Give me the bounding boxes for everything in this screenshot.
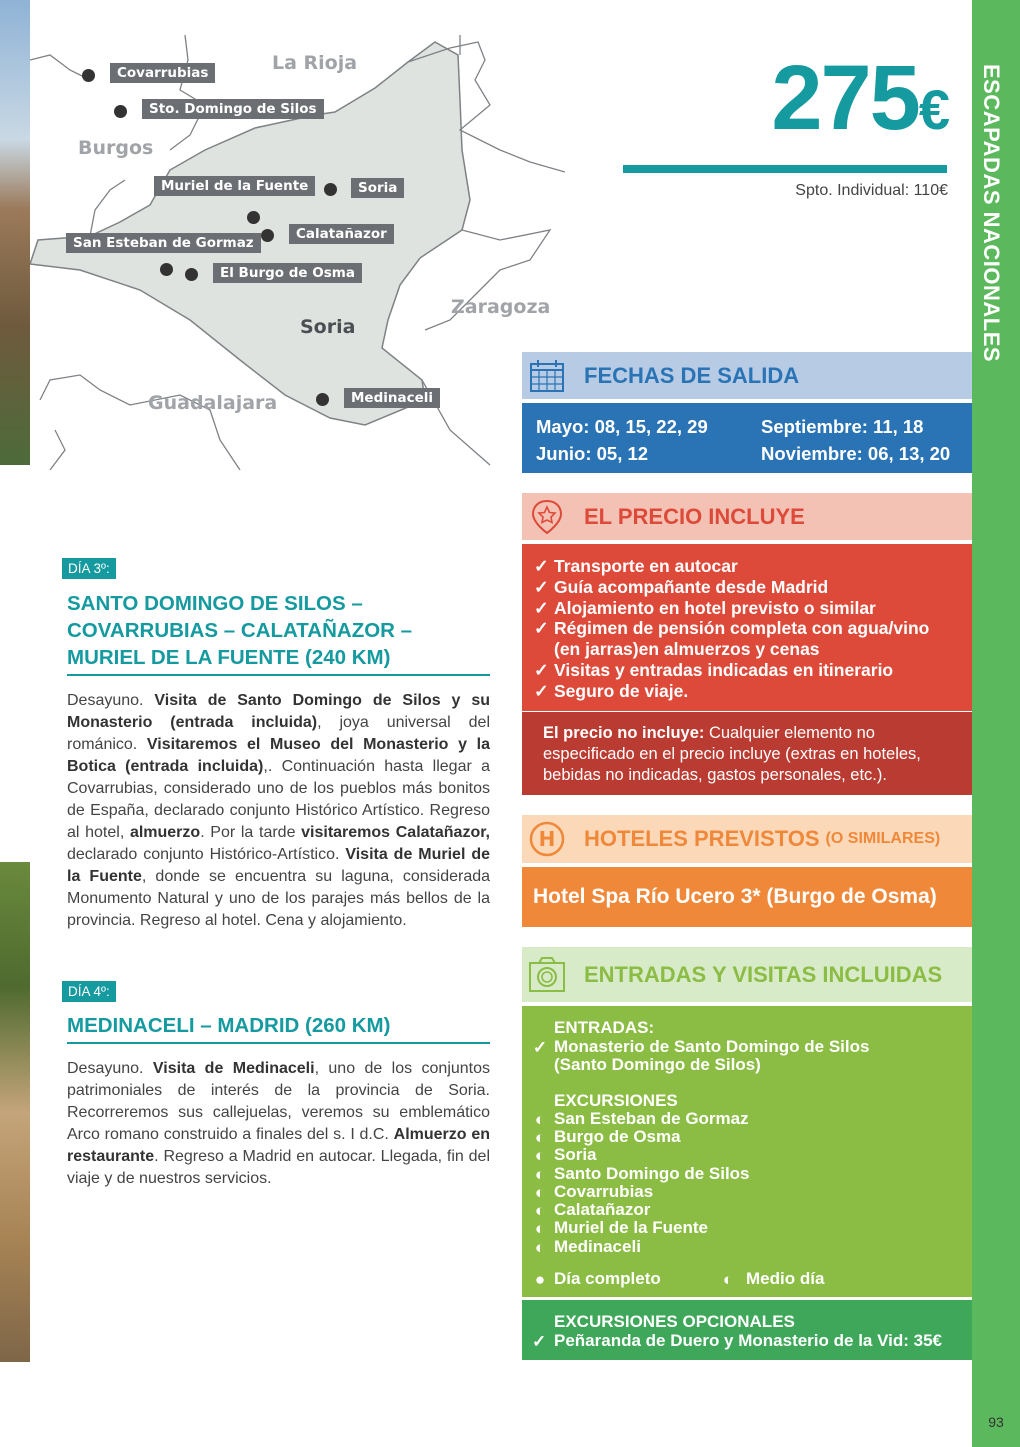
photo-strip-bottom <box>0 862 30 1362</box>
excursion-item: San Esteban de Gormaz <box>554 1109 749 1128</box>
region-la-rioja: La Rioja <box>272 52 358 74</box>
legend-full-day: Día completo <box>554 1269 661 1288</box>
day-4-title: MEDINACELI – MADRID (260 KM) <box>67 1012 490 1044</box>
hotel-icon <box>528 820 566 858</box>
check-icon: ✓ <box>532 1038 548 1057</box>
day-4-description <box>67 1058 490 1190</box>
text-segment: Desayuno. <box>67 1060 153 1077</box>
half-day-icon: ◐ <box>534 1238 546 1257</box>
region-zaragoza: Zaragoza <box>451 296 551 318</box>
half-day-icon: ◐ <box>722 1270 734 1289</box>
excursion-item: Santo Domingo de Silos <box>554 1164 750 1183</box>
no-incluye-label: El precio no incluye: <box>543 724 705 742</box>
half-day-icon: ◐ <box>534 1128 546 1147</box>
incluye-item: ✓ Transporte en autocar <box>534 556 972 577</box>
opcionales-body <box>522 1300 972 1360</box>
text-highlight: Visita de Santo Domingo de Silos y su Monasterio (entrada incluida) <box>67 692 490 731</box>
text-highlight: Visitaremos el Museo del Monasterio y la Botica (entrada incluida) <box>67 736 491 775</box>
excursion-item: Burgo de Osma <box>554 1127 681 1146</box>
day-3-description <box>67 690 490 932</box>
map-dot-burgo-de-osma <box>185 268 198 281</box>
region-guadalajara: Guadalajara <box>148 392 278 414</box>
half-day-icon: ◐ <box>534 1183 546 1202</box>
entradas-label: ENTRADAS: <box>554 1018 655 1037</box>
day-3-title: SANTO DOMINGO DE SILOS – COVARRUBIAS – CALATAÑAZOR – MURIEL DE LA FUENTE (240 KM) <box>67 590 490 676</box>
map-dot-muriel <box>247 211 260 224</box>
fechas-body <box>522 403 972 473</box>
incluye-title: EL PRECIO INCLUYE <box>584 503 805 529</box>
opcional-item: Peñaranda de Duero y Monasterio de la Vid: 35€ <box>554 1331 942 1350</box>
no-incluye-text: Cualquier elemento no especificado en el precio incluye (extras en hoteles, bebidas no indicadas, gastos personales, etc.). <box>543 724 921 784</box>
map-label-muriel: Muriel de la Fuente <box>154 176 315 196</box>
entrada-item: Monasterio de Santo Domingo de Silos <box>554 1037 870 1056</box>
half-day-icon: ◐ <box>534 1110 546 1129</box>
text-segment: Desayuno. <box>67 692 155 709</box>
text-highlight: almuerzo <box>129 824 201 841</box>
half-day-icon: ◐ <box>534 1201 546 1220</box>
hoteles-title: HOTELES PREVISTOS <box>584 826 820 851</box>
map-label-medinaceli: Medinaceli <box>344 388 440 408</box>
text-segment: , joya universal del románico. <box>67 714 490 753</box>
text-segment: , donde se encuentra su laguna, considerada Monumento Natural y uno de los parajes más bellos de la provincia. Regreso al hotel. Cena y alojamiento. <box>67 868 491 929</box>
hoteles-header <box>522 815 972 863</box>
full-day-icon: ● <box>534 1270 546 1289</box>
page-number: 93 <box>988 1414 1004 1430</box>
star-badge-icon <box>528 498 566 536</box>
incluye-item: ✓ Alojamiento en hotel previsto o similar <box>534 598 972 619</box>
map-dot-soria <box>324 183 337 196</box>
opcionales-label: EXCURSIONES OPCIONALES <box>554 1312 795 1331</box>
supplement-text: Spto. Individual: 110€ <box>795 182 948 199</box>
fechas-header <box>522 352 972 399</box>
map-label-covarrubias: Covarrubias <box>110 63 215 83</box>
price-amount: 275 <box>771 47 919 149</box>
entradas-header <box>522 947 972 1002</box>
calendar-icon <box>528 357 566 395</box>
day-3-tag: DÍA 3º: <box>62 558 116 579</box>
region-soria: Soria <box>300 316 356 338</box>
map-dot-covarrubias <box>82 69 95 82</box>
incluye-item-continued: (en jarras)en almuerzos y cenas <box>554 639 820 660</box>
map-label-burgo-de-osma: El Burgo de Osma <box>213 263 362 283</box>
entradas-title: ENTRADAS Y VISITAS INCLUIDAS <box>584 961 943 987</box>
region-burgos: Burgos <box>78 137 154 159</box>
price-rule <box>623 165 947 173</box>
hotel-name: Hotel Spa Río Ucero 3* (Burgo de Osma) <box>522 867 972 927</box>
map-label-silos: Sto. Domingo de Silos <box>142 99 324 119</box>
excursion-item: Covarrubias <box>554 1182 654 1201</box>
camera-icon <box>528 956 566 994</box>
map-dot-silos <box>114 105 127 118</box>
text-highlight: Visita de Medinaceli <box>152 1060 315 1077</box>
excursion-item: Medinaceli <box>554 1237 641 1256</box>
legend-half-day: Medio día <box>746 1269 825 1288</box>
half-day-icon: ◐ <box>534 1146 546 1165</box>
excursion-item: Calatañazor <box>554 1200 651 1219</box>
text-segment: . Por la tarde <box>200 824 302 841</box>
fecha-line: Noviembre: 06, 13, 20 <box>761 443 951 464</box>
map-label-san-esteban: San Esteban de Gormaz <box>66 233 261 253</box>
text-segment: declarado conjunto Histórico-Artístico. <box>67 846 346 863</box>
entrada-item-continued: (Santo Domingo de Silos) <box>554 1055 761 1074</box>
incluye-item: ✓ Visitas y entradas indicadas en itinerario <box>534 660 972 681</box>
map-label-soria: Soria <box>351 178 404 198</box>
map-dot-calatanazor <box>261 229 274 242</box>
incluye-item: ✓ Seguro de viaje. <box>534 681 972 702</box>
fecha-line: Junio: 05, 12 <box>536 443 649 464</box>
fecha-line: Septiembre: 11, 18 <box>761 416 924 437</box>
day-4-tag: DÍA 4º: <box>62 981 116 1002</box>
check-icon: ✓ <box>532 1332 547 1351</box>
entradas-body <box>522 1006 972 1297</box>
text-highlight: visitaremos Calatañazor, <box>301 824 491 841</box>
text-segment: . Regreso a Madrid en autocar. Llegada, fin del viaje y de nuestros servicios. <box>67 1148 490 1187</box>
map-dot-san-esteban <box>160 263 173 276</box>
price-currency: € <box>918 78 948 141</box>
incluye-header <box>522 493 972 540</box>
photo-strip-top <box>0 0 30 465</box>
map-label-calatanazor: Calatañazor <box>289 224 394 244</box>
excursiones-label: EXCURSIONES <box>554 1091 678 1110</box>
route-map <box>30 0 565 470</box>
half-day-icon: ◐ <box>534 1165 546 1184</box>
text-highlight: Visita de Muriel de la Fuente <box>67 846 490 885</box>
price <box>771 47 948 149</box>
no-incluye-note <box>522 712 972 795</box>
text-highlight: Almuerzo en restaurante <box>67 1126 490 1165</box>
incluye-item: ✓ Régimen de pensión completa con agua/vino <box>534 618 972 639</box>
fecha-line: Mayo: 08, 15, 22, 29 <box>536 416 708 437</box>
section-title: ESCAPADAS NACIONALES <box>979 64 1004 363</box>
text-segment: , uno de los conjuntos patrimoniales de interés de la provincia de Soria. Recorreremos sus callejuelas, veremos su emblemático Arco romano construido a finales del s. I d.C. <box>67 1060 491 1143</box>
map-dot-medinaceli <box>316 393 329 406</box>
svg-text:H: H <box>538 827 556 851</box>
text-segment: ,. Continuación hasta llegar a Covarrubias, considerado uno de los pueblos más bonitos de España, declarado conjunto Histórico Artístico. Regreso al hotel, <box>67 758 490 841</box>
incluye-body <box>522 544 972 711</box>
excursion-item: Muriel de la Fuente <box>554 1218 708 1237</box>
hoteles-subtitle: (O SIMILARES) <box>825 830 941 847</box>
excursion-item: Soria <box>554 1145 597 1164</box>
half-day-icon: ◐ <box>534 1219 546 1238</box>
fechas-title: FECHAS DE SALIDA <box>584 362 800 388</box>
incluye-item: ✓ Guía acompañante desde Madrid <box>534 577 972 598</box>
